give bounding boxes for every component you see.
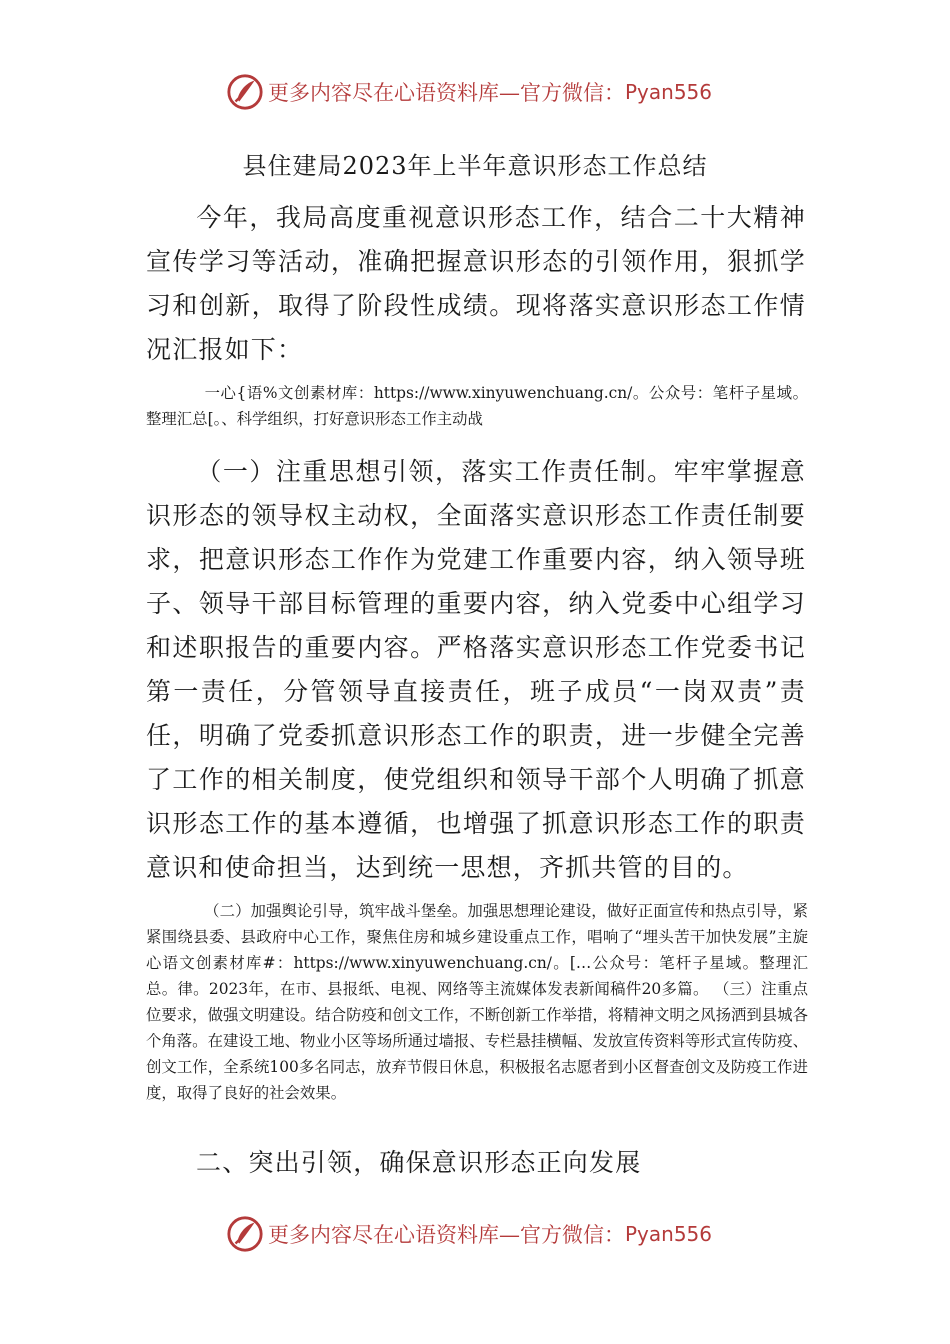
intro-text: 今年，我局高度重视意识形态工作，结合二十大精神宣传学习等活动，准确把握意识形态的引领作用，狠抓学习和创新，取得了阶段性成绩。现将落实意识形态工作情况汇报如下： bbox=[146, 203, 806, 364]
banner-account: Pyan556 bbox=[625, 1222, 713, 1246]
logo-icon bbox=[226, 73, 264, 111]
section2-heading: 二、突出引领，确保意识形态正向发展 bbox=[196, 1148, 642, 1177]
intro-paragraph bbox=[146, 196, 806, 372]
document-title: 县住建局2023年上半年意识形态工作总结 bbox=[242, 152, 708, 180]
logo-icon bbox=[226, 1215, 264, 1253]
banner-text: 更多内容尽在心语资料库 bbox=[268, 1223, 499, 1247]
section1-note bbox=[146, 380, 808, 432]
item1-paragraph bbox=[146, 450, 806, 890]
banner-text: 更多内容尽在心语资料库 bbox=[268, 81, 499, 105]
item1-text: （一）注重思想引领，落实工作责任制。牢牢掌握意识形态的领导权主动权，全面落实意识形态工作责任制要求，把意识形态工作作为党建工作重要内容，纳入领导班子、领导干部目标管理的重要内容，纳入党委中心组学习和述职报告的重要内容。严格落实意识形态工作党委书记第一责任，分管领导直接责任，班子成员“一岗双责”责任，明确了党委抓意识形态工作的职责，进一步健全完善了工作的相关制度，使党组织和领导干部个人明确了抓意识形态工作的基本遵循，也增强了抓意识形态工作的职责意识和使命担当，达到统一思想，齐抓共管的目的。 bbox=[146, 457, 806, 882]
header-banner bbox=[226, 72, 746, 112]
banner-separator: —官方微信： bbox=[499, 1223, 625, 1247]
banner-account: Pyan556 bbox=[625, 80, 713, 104]
item2-3-paragraph bbox=[146, 898, 808, 1106]
footer-banner bbox=[226, 1214, 746, 1254]
item2-3-text: （二）加强舆论引导，筑牢战斗堡垒。加强思想理论建设，做好正面宣传和热点引导，紧紧围绕县委、县政府中心工作，聚焦住房和城乡建设重点工作，唱响了“埋头苦干加快发展”主旋心语文创素材库#：https://www.xinyuwenchuang.cn/。[…公众号：笔杆子星域。整理汇总。律。2023年，在市、县报纸、电视、网络等主流媒体发表新闻稿件20多篇。 （三）注重点位要求，做强文明建设。结合防疫和创文工作，不断创新工作举措，将精神文明之风扬洒到县城各个角落。在建设工地、物业小区等场所通过墙报、专栏悬挂横幅、发放宣传资料等形式宣传防疫、创文工作，全系统100多名同志，放弃节假日休息，积极报名志愿者到小区督查创文及防疫工作进度，取得了良好的社会效果。 bbox=[146, 902, 808, 1102]
section1-note-text: 一心{语%文创素材库：https://www.xinyuwenchuang.cn/。公众号：笔杆子星域。整理汇总[。、科学组织，打好意识形态工作主动战 bbox=[146, 384, 808, 428]
banner-separator: —官方微信： bbox=[499, 81, 625, 105]
